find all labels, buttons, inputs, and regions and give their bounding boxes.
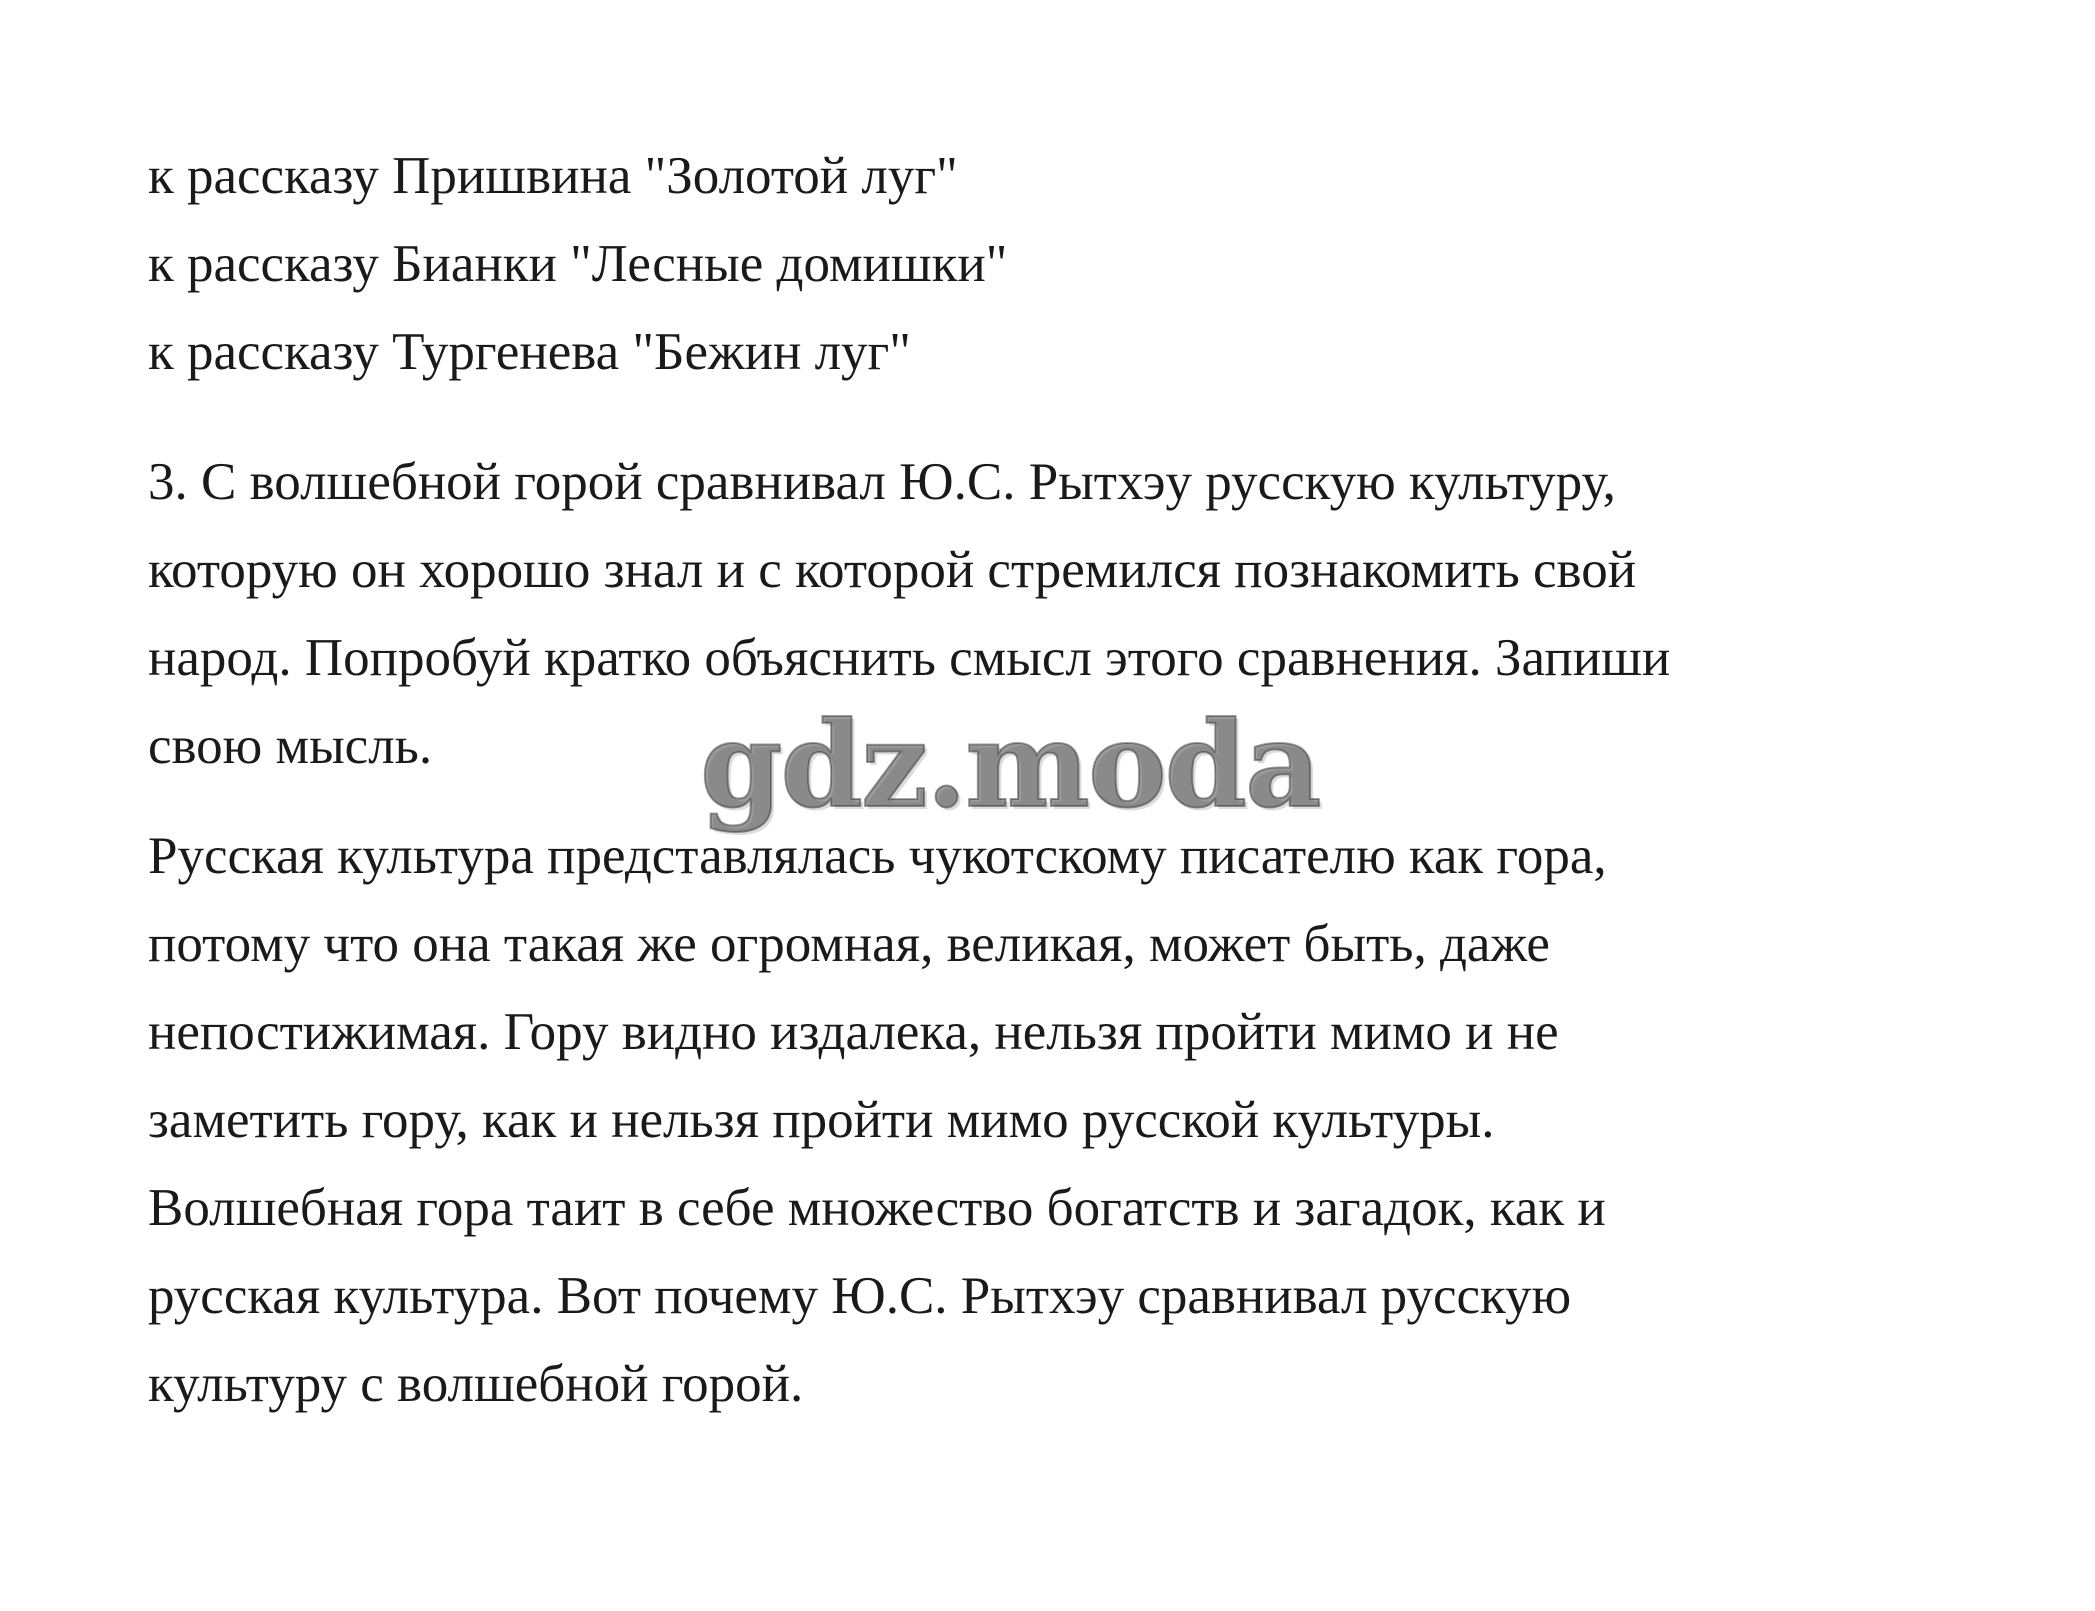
watermark-logo: gdz.moda [700, 695, 1320, 834]
answer-line: Русская культура представлялась чукотскому писателю как гора, [148, 827, 1607, 885]
question-paragraph [148, 438, 1948, 790]
question-line: 3. С волшебной горой сравнивал Ю.С. Рытхэу русскую культуру, [148, 453, 1616, 511]
answer-line: потому что она такая же огромная, великая, может быть, даже [148, 915, 1550, 973]
question-line: свою мысль. [148, 717, 433, 775]
answer-line: непостижимая. Гору видно издалека, нельзя пройти мимо и не [148, 1003, 1559, 1061]
list-item: к рассказу Бианки "Лесные домишки" [148, 235, 1008, 293]
list-item: к рассказу Тургенева "Бежин луг" [148, 323, 911, 381]
list-item: к рассказу Пришвина "Золотой луг" [148, 147, 958, 205]
answer-line: русская культура. Вот почему Ю.С. Рытхэу сравнивал русскую [148, 1267, 1572, 1325]
question-line: которую он хорошо знал и с которой стремился познакомить свой [148, 541, 1637, 599]
answer-line: Волшебная гора таит в себе множество богатств и загадок, как и [148, 1179, 1606, 1237]
answer-line: заметить гору, как и нельзя пройти мимо русской культуры. [148, 1091, 1495, 1149]
story-list [148, 132, 1948, 396]
answer-paragraph [148, 812, 1948, 1428]
answer-line: культуру с волшебной горой. [148, 1355, 804, 1413]
question-line: народ. Попробуй кратко объяснить смысл этого сравнения. Запиши [148, 629, 1671, 687]
